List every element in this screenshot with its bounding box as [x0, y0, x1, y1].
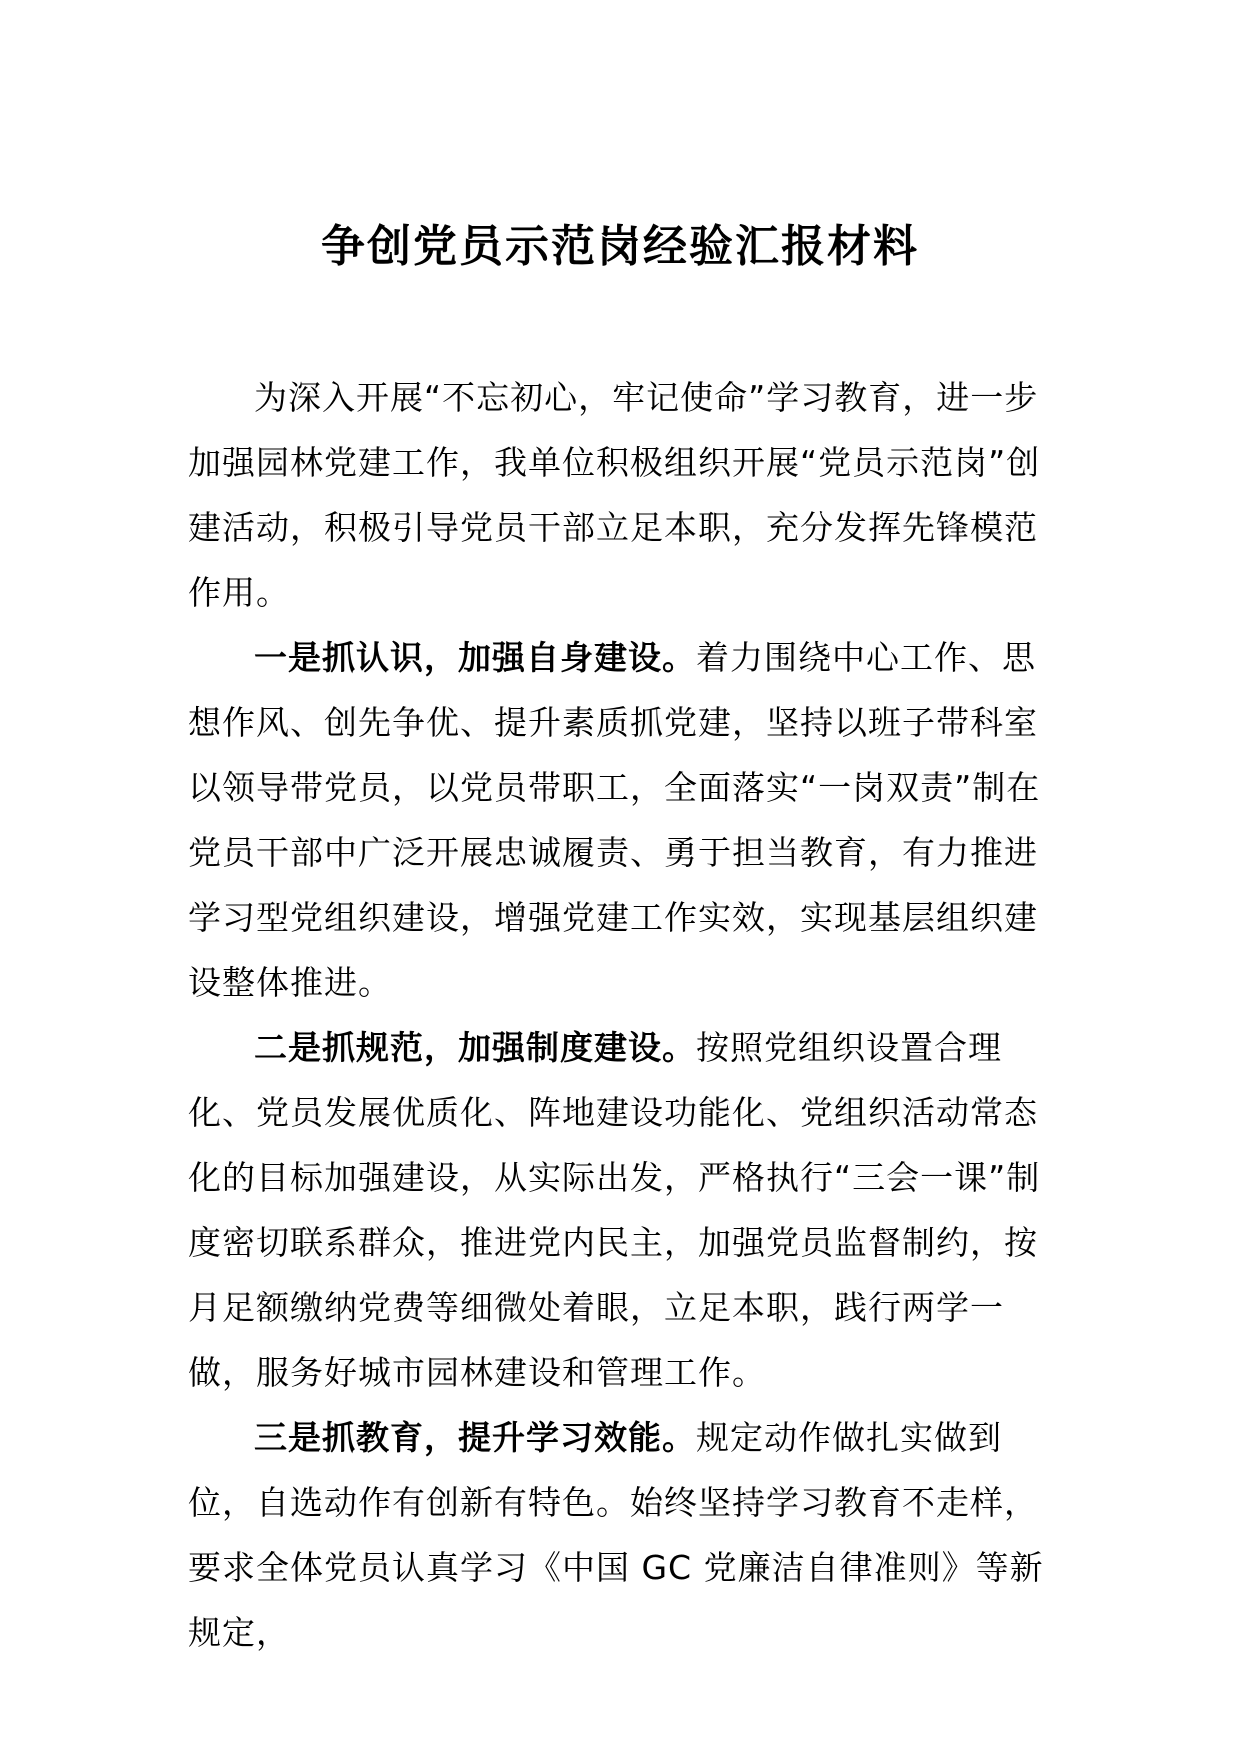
paragraph-point-two-heading: 二是抓规范，加强制度建设。: [254, 1028, 696, 1067]
paragraph-point-three: [188, 1405, 1068, 1665]
document-title: 争创党员示范岗经验汇报材料: [321, 221, 919, 272]
paragraph-point-two-text: 按照党组织设置合理化、党员发展优质化、阵地建设功能化、党组织活动常态化的目标加强建设，从实际出发，严格执行“三会一课”制度密切联系群众，推进党内民主，加强党员监督制约，按月足额缴纳党费等细微处着眼，立足本职，践行两学一做，服务好城市园林建设和管理工作。: [188, 1028, 1041, 1392]
paragraph-point-one-text: 着力围绕中心工作、思想作风、创先争优、提升素质抓党建，坚持以班子带科室以领导带党员，以党员带职工，全面落实“一岗双责”制在党员干部中广泛开展忠诚履责、勇于担当教育，有力推进学习型党组织建设，增强党建工作实效，实现基层组织建设整体推进。: [188, 638, 1041, 1002]
paragraph-point-three-heading: 三是抓教育，提升学习效能。: [254, 1418, 696, 1457]
document-body: [188, 365, 1068, 1665]
paragraph-point-one: [188, 625, 1068, 1015]
paragraph-point-two: [188, 1015, 1068, 1405]
paragraph-intro-text: 为深入开展“不忘初心，牢记使命”学习教育，进一步加强园林党建工作，我单位积极组织开展“党员示范岗”创建活动，积极引导党员干部立足本职，充分发挥先锋模范作用。: [188, 378, 1041, 612]
paragraph-intro: [188, 365, 1068, 625]
paragraph-point-one-heading: 一是抓认识，加强自身建设。: [254, 638, 696, 677]
paragraph-point-three-text: 规定动作做扎实做到位，自选动作有创新有特色。始终坚持学习教育不走样，要求全体党员认真学习《中国 GC 党廉洁自律准则》等新规定，: [188, 1418, 1044, 1652]
